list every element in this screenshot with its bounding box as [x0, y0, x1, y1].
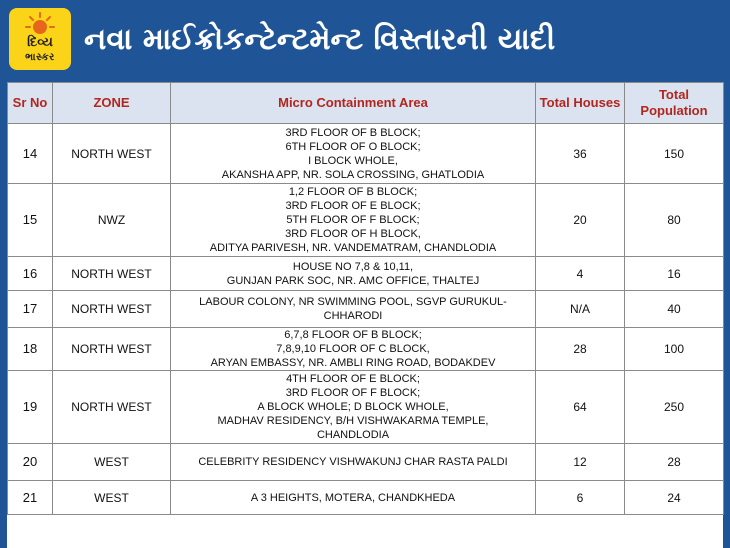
- area-line: GUNJAN PARK SOC, NR. AMC OFFICE, THALTEJ: [226, 274, 480, 287]
- total-population-cell: 28: [625, 444, 724, 481]
- table-body: [8, 124, 724, 515]
- header-sr-no: Sr No: [8, 83, 53, 124]
- total-population-cell: 250: [625, 371, 724, 444]
- area-line: 6TH FLOOR OF O BLOCK;: [285, 140, 421, 153]
- total-population-cell: 80: [625, 184, 724, 257]
- divya-bhaskar-logo: [9, 8, 71, 70]
- area-cell: [171, 371, 536, 444]
- sr-no-cell: 17: [8, 291, 53, 328]
- table-row: [8, 444, 724, 481]
- area-cell: [171, 257, 536, 291]
- area-line: ARYAN EMBASSY, NR. AMBLI RING ROAD, BODAKDEV: [210, 357, 496, 369]
- zone-cell: NWZ: [53, 184, 171, 257]
- zone-cell: NORTH WEST: [53, 124, 171, 184]
- total-population-cell: 16: [625, 257, 724, 291]
- total-houses-cell: 36: [536, 124, 625, 184]
- area-line: 4TH FLOOR OF E BLOCK;: [286, 373, 420, 385]
- zone-cell: WEST: [53, 444, 171, 481]
- area-line: 6,7,8 FLOOR OF B BLOCK;: [284, 329, 422, 341]
- total-houses-cell: 20: [536, 184, 625, 257]
- containment-table: [7, 82, 724, 515]
- area-line: 3RD FLOOR OF E BLOCK;: [285, 200, 421, 212]
- area-line: HOUSE NO 7,8 & 10,11,: [292, 260, 414, 273]
- table-header-row: [8, 83, 724, 124]
- area-line: 1,2 FLOOR OF B BLOCK;: [288, 186, 418, 198]
- area-line: 5TH FLOOR OF F BLOCK;: [286, 214, 420, 226]
- header-total-houses: Total Houses: [536, 83, 625, 124]
- area-cell: [171, 291, 536, 328]
- table-row: [8, 481, 724, 515]
- zone-cell: NORTH WEST: [53, 291, 171, 328]
- total-population-cell: 24: [625, 481, 724, 515]
- sr-no-cell: 20: [8, 444, 53, 481]
- table-row: [8, 124, 724, 184]
- total-houses-cell: 64: [536, 371, 625, 444]
- area-cell: [171, 481, 536, 515]
- area-line: 3RD FLOOR OF H BLOCK,: [285, 228, 421, 240]
- table-row: [8, 257, 724, 291]
- area-line: 3RD FLOOR OF B BLOCK;: [285, 126, 421, 139]
- area-line: LABOUR COLONY, NR SWIMMING POOL, SGVP GURUKUL-: [199, 296, 507, 308]
- total-houses-cell: N/A: [536, 291, 625, 328]
- total-population-cell: 40: [625, 291, 724, 328]
- sr-no-cell: 15: [8, 184, 53, 257]
- sr-no-cell: 18: [8, 328, 53, 371]
- sr-no-cell: 21: [8, 481, 53, 515]
- area-cell: [171, 328, 536, 371]
- area-line: MADHAV RESIDENCY, B/H VISHWAKARMA TEMPLE,: [217, 415, 489, 427]
- page-title: નવા માઈક્રોકન્ટેન્ટમેન્ટ વિસ્તારની યાદી: [84, 22, 556, 57]
- area-line: A 3 HEIGHTS, MOTERA, CHANDKHEDA: [250, 491, 456, 504]
- logo-text-line1: દિવ્ય: [27, 35, 53, 50]
- table-row: [8, 371, 724, 444]
- total-population-cell: 150: [625, 124, 724, 184]
- total-houses-cell: 28: [536, 328, 625, 371]
- total-population-cell: 100: [625, 328, 724, 371]
- area-line: ADITYA PARIVESH, NR. VANDEMATRAM, CHANDLODIA: [209, 242, 497, 254]
- area-line: I BLOCK WHOLE,: [308, 154, 398, 167]
- area-line: 7,8,9,10 FLOOR OF C BLOCK,: [276, 343, 430, 355]
- total-houses-cell: 12: [536, 444, 625, 481]
- area-line: AKANSHA APP, NR. SOLA CROSSING, GHATLODIA: [221, 168, 485, 181]
- total-houses-cell: 6: [536, 481, 625, 515]
- total-houses-cell: 4: [536, 257, 625, 291]
- header-zone: ZONE: [53, 83, 171, 124]
- zone-cell: WEST: [53, 481, 171, 515]
- logo-text-line2: ભાસ્કર: [25, 52, 55, 63]
- header-area: Micro Containment Area: [171, 83, 536, 124]
- table-row: [8, 291, 724, 328]
- area-line: 3RD FLOOR OF F BLOCK;: [285, 387, 421, 399]
- containment-table-container: [7, 82, 723, 548]
- area-line: CELEBRITY RESIDENCY VISHWAKUNJ CHAR RASTA PALDI: [198, 456, 508, 468]
- sr-no-cell: 19: [8, 371, 53, 444]
- header-total-population: Total Population: [625, 83, 724, 124]
- area-cell: [171, 184, 536, 257]
- area-line: A BLOCK WHOLE; D BLOCK WHOLE,: [257, 401, 449, 413]
- zone-cell: NORTH WEST: [53, 371, 171, 444]
- area-line: CHHARODI: [323, 310, 383, 322]
- sr-no-cell: 16: [8, 257, 53, 291]
- area-cell: [171, 444, 536, 481]
- area-line: CHANDLODIA: [316, 429, 390, 441]
- area-cell: [171, 124, 536, 184]
- table-row: [8, 328, 724, 371]
- zone-cell: NORTH WEST: [53, 328, 171, 371]
- table-row: [8, 184, 724, 257]
- header-banner: [0, 0, 730, 82]
- zone-cell: NORTH WEST: [53, 257, 171, 291]
- sr-no-cell: 14: [8, 124, 53, 184]
